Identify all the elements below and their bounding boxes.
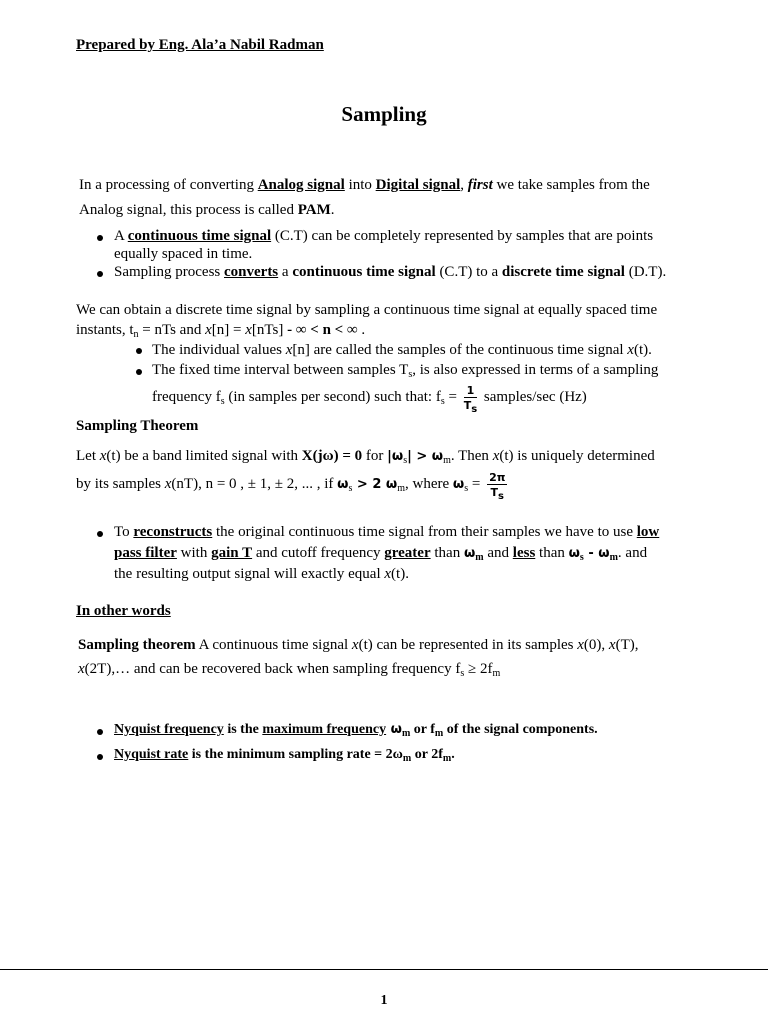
nyquist-rate-line	[114, 747, 455, 763]
text: and cutoff frequency	[252, 545, 385, 561]
reconstructs-term: reconstructs	[133, 524, 213, 540]
x-var: x	[164, 476, 172, 492]
omega-symbol: > 2 ω	[352, 477, 398, 492]
fraction-denominator	[487, 485, 507, 502]
maximum-frequency-term: maximum frequency	[262, 722, 387, 737]
subscript: m	[475, 552, 484, 563]
x-var: x	[78, 661, 85, 677]
text: (t) be a band limited signal with	[106, 448, 302, 464]
subscript: s	[579, 552, 584, 563]
reconstruct-line-3	[114, 566, 409, 583]
x-var: x	[351, 637, 359, 653]
in-other-words-heading: In other words	[76, 603, 171, 619]
subscript: s	[440, 396, 445, 407]
omega-symbol: ω	[337, 477, 349, 492]
text: frequency f	[152, 389, 221, 405]
omega-symbol: | > ω	[407, 449, 444, 464]
sampling-theorem-term: Sampling theorem	[78, 637, 196, 653]
bullet-dot	[97, 729, 103, 735]
text: the original continuous time signal from their samples we have to use	[212, 524, 637, 540]
omega-symbol: ω	[386, 722, 402, 737]
text: =	[468, 476, 485, 492]
nyquist-rate-term: Nyquist rate	[114, 747, 189, 762]
fraction-1-over-ts	[463, 383, 478, 415]
text: =	[444, 389, 461, 405]
text: instants, t	[76, 322, 134, 338]
reconstruct-line-1	[114, 524, 659, 541]
text: (T),	[615, 637, 639, 653]
text: into	[344, 177, 376, 193]
text: , is also expressed in terms of a sampling	[412, 362, 659, 378]
omega-symbol: |ω	[387, 449, 404, 464]
subscript: m	[434, 728, 444, 739]
para2-line-2	[76, 322, 365, 339]
text: (nT), n = 0 , ± 1, ± 2, ... , if	[171, 476, 338, 492]
analog-signal-term: Analog signal	[257, 177, 345, 193]
intro-line-1	[79, 177, 650, 194]
text: .	[357, 322, 366, 338]
text: (t).	[633, 342, 652, 358]
text: A continuous time signal	[195, 637, 352, 653]
bullet-dot	[97, 235, 103, 241]
omega-symbol: ω	[568, 546, 580, 561]
sampling-theorem-heading: Sampling Theorem	[76, 418, 199, 434]
subscript: n	[133, 329, 139, 340]
theorem-line-2	[76, 462, 510, 507]
text: [nTs]	[251, 322, 288, 338]
subscript: s	[471, 403, 478, 415]
text: [n] are called the samples of the continuous time signal	[292, 342, 628, 358]
text: T	[490, 485, 499, 499]
subscript: m	[443, 455, 451, 466]
x-var: x	[245, 322, 252, 338]
text: [n] =	[211, 322, 246, 338]
page-title: Sampling	[341, 102, 427, 126]
text: . and	[617, 545, 648, 561]
subscript: m	[402, 753, 412, 764]
other-words-line-1	[78, 637, 639, 654]
text: Let	[76, 448, 100, 464]
x-var: x	[608, 637, 616, 653]
subscript: s	[464, 483, 469, 494]
text: (C.T) to a	[435, 264, 502, 280]
bullet-fixed-interval-line-2	[152, 379, 587, 415]
spectrum-condition: X(jω) = 0	[301, 448, 363, 464]
bullet-dot	[136, 348, 142, 354]
first-emphasis: first	[467, 177, 493, 193]
other-words-line-2	[78, 661, 500, 678]
text: we take samples from the	[492, 177, 650, 193]
text: or f	[410, 722, 435, 737]
bullet-sampling-process	[114, 264, 666, 281]
text: or 2f	[411, 747, 443, 762]
text: The individual values	[152, 342, 286, 358]
footer-divider	[0, 969, 768, 970]
greater-term: greater	[384, 545, 431, 561]
subscript: m	[609, 552, 618, 563]
text: with	[176, 545, 212, 561]
text: = nTs and	[138, 322, 206, 338]
fraction-2pi-over-ts	[487, 470, 507, 502]
author-header: Prepared by Eng. Ala’a Nabil Radman	[76, 37, 324, 53]
text: (0),	[583, 637, 609, 653]
text: To	[114, 524, 134, 540]
text: (t) can be represented in its samples	[358, 637, 578, 653]
x-var: x	[492, 448, 500, 464]
x-var: x	[627, 342, 634, 358]
x-var: x	[99, 448, 107, 464]
gain-t-term: gain T	[211, 545, 253, 561]
text: and	[483, 545, 513, 561]
continuous-time-signal-term: continuous time signal	[292, 264, 436, 280]
bullet-dot	[97, 271, 103, 277]
text: for	[362, 448, 388, 464]
text: (2T),… and can be recovered back when sampling frequency f	[84, 661, 461, 677]
text: samples/sec (Hz)	[480, 389, 587, 405]
text: T	[463, 398, 472, 412]
text: than	[430, 545, 464, 561]
bullet-individual-values	[152, 342, 652, 359]
para2-line-1: We can obtain a discrete time signal by sampling a continuous time signal at equally spaced time	[76, 302, 658, 318]
bullet-fixed-interval-line-1	[152, 362, 658, 379]
fraction-numerator: 2π	[489, 470, 506, 484]
text: .	[330, 202, 335, 218]
nyquist-frequency-term: Nyquist frequency	[114, 722, 224, 737]
omega-symbol: ω	[463, 546, 476, 561]
text: Sampling process	[114, 264, 224, 280]
range-expression: - ∞ < n < ∞	[287, 322, 358, 338]
bullet-ct-line-1	[114, 228, 653, 245]
bullet-dot	[97, 531, 103, 537]
text: (D.T).	[624, 264, 667, 280]
omega-symbol: - ω	[583, 546, 610, 561]
text: is the	[223, 722, 263, 737]
fraction-numerator: 1	[464, 385, 477, 398]
subscript: s	[408, 369, 413, 380]
subscript: m	[397, 483, 405, 494]
bullet-dot	[97, 754, 103, 760]
text: Analog signal, this process is called	[79, 202, 298, 218]
text: of the signal components.	[443, 722, 598, 737]
discrete-time-signal-term: discrete time signal	[501, 264, 625, 280]
text: (t) is uniquely determined	[499, 448, 655, 464]
subscript: m	[492, 668, 501, 679]
subscript: s	[460, 668, 465, 679]
text: than	[535, 545, 569, 561]
text: the resulting output signal will exactly equal	[114, 566, 385, 582]
text: , where	[405, 476, 453, 492]
subscript: m	[401, 728, 411, 739]
subscript: m	[442, 753, 452, 764]
text: (in samples per second) such that: f	[224, 389, 441, 405]
intro-line-2	[79, 202, 335, 219]
subscript: s	[348, 483, 353, 494]
text: The fixed time interval between samples T	[152, 362, 409, 378]
fraction-denominator	[463, 398, 478, 415]
text: (C.T) can be completely represented by samples that are points	[271, 228, 654, 244]
pam-term: PAM	[297, 202, 331, 218]
text: by its samples	[76, 476, 165, 492]
subscript: s	[220, 396, 225, 407]
digital-signal-term: Digital signal	[375, 177, 461, 193]
text: (t).	[391, 566, 409, 582]
text: .	[451, 747, 455, 762]
text: ,	[460, 177, 465, 193]
text: . Then	[450, 448, 493, 464]
omega-symbol: ω	[452, 477, 465, 492]
low-pass-term: low	[636, 524, 660, 540]
subscript: s	[498, 490, 504, 502]
text: is the minimum sampling rate = 2ω	[188, 747, 403, 762]
converts-term: converts	[224, 264, 279, 280]
pass-filter-term: pass filter	[114, 545, 177, 561]
page-number: 1	[380, 993, 388, 1008]
reconstruct-line-2	[114, 545, 647, 562]
text: A	[114, 228, 128, 244]
text: a	[278, 264, 293, 280]
subscript: s	[403, 455, 408, 466]
text: In a processing of converting	[79, 177, 258, 193]
x-var: x	[384, 566, 392, 582]
less-term: less	[512, 545, 536, 561]
x-var: x	[205, 322, 212, 338]
nyquist-frequency-line	[114, 722, 598, 738]
bullet-ct-line-2: equally spaced in time.	[114, 246, 253, 262]
x-var: x	[285, 342, 293, 358]
x-var: x	[577, 637, 584, 653]
continuous-time-signal-term: continuous time signal	[127, 228, 272, 244]
text: ≥ 2f	[464, 661, 493, 677]
bullet-dot	[136, 369, 142, 375]
